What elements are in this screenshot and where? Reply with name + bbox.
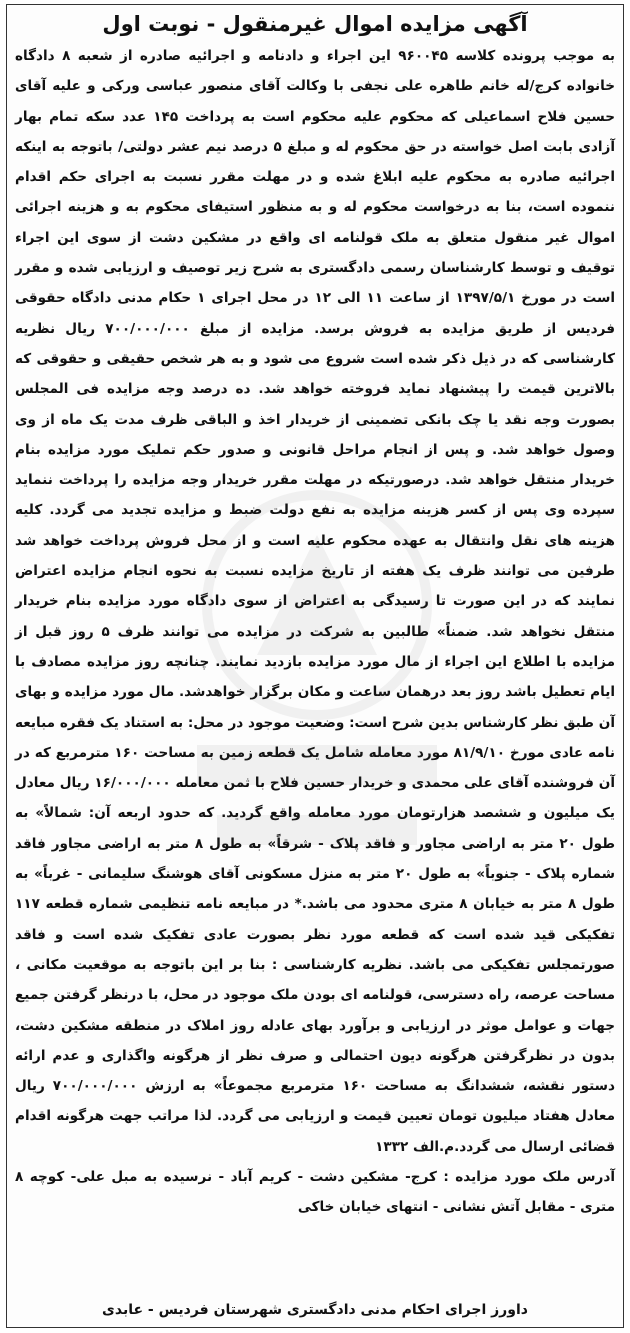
notice-title: آگهی مزایده اموال غیرمنقول - نوبت اول [102, 12, 528, 36]
property-address: آدرس ملک مورد مزایده : کرج- مشکین دشت - کریم آباد - نرسیده به مبل علی- کوچه ۸ متری - مقابل آتش نشانی - انتهای خیابان خاکی [15, 1168, 615, 1216]
notice-body [7, 41, 623, 1162]
notice-signature: داورز اجرای احکام مدنی دادگستری شهرستان فردیس - عابدی [102, 1302, 528, 1318]
notice-body-paragraph: به موجب پرونده کلاسه ۹۶۰۰۴۵ این اجراء و دادنامه و اجرائیه صادره از شعبه ۸ دادگاه خانواده کرج/له خانم طاهره علی نجفی با وکالت آقای منصور عباسی ورکی و علیه آقای حسین فلاح اسماعیلی که محکوم علیه محکوم است به پرداخت ۱۴۵ عدد سکه تمام بهار آزادی بابت اصل خواسته در حق محکوم له و مبلغ ۵ درصد نیم عشر دولتی/ باتوجه به اینکه اجرائیه صادره به محکوم علیه ابلاغ شده و در مهلت مقرر نسبت به اجرای حکم اقدام ننموده است، بنا به درخواست محکوم له و به منظور استیفای محکوم به و هزینه اجرائی اموال غیر منقول متعلق به ملک قولنامه ای واقع در مشکین دشت از سوی این اجراء توقیف و توسط کارشناسان رسمی دادگستری به شرح زیر توصیف و ارزیابی شده و مقرر است در مورخ ۱۳۹۷/۵/۱ از ساعت ۱۱ الی ۱۲ در محل اجرای ۱ حکام مدنی دادگاه حقوقی فردیس از طریق مزایده به فروش برسد. مزایده از مبلغ ۷۰۰/۰۰۰/۰۰۰ ریال نظریه کارشناسی که در ذیل ذکر شده است شروع می شود و به هر شخص حقیقی و حقوقی که بالاترین قیمت را پیشنهاد نماید فروخته خواهد شد. ده درصد وجه مزایده فی المجلس بصورت وجه نقد یا چک بانکی تضمینی از خریدار اخذ و الباقی ظرف مدت یک ماه از وی وصول خواهد شد. و پس از انجام مراحل قانونی و صدور حکم تملیک مورد مزایده بنام خریدار منتقل خواهد شد. درصورتیکه در مهلت مقرر خریدار وجه مزایده را پرداخت ننماید سپرده وی پس از کسر هزینه مزایده به نفع دولت ضبط و مزایده تجدید می گردد. کلیه هزینه های نقل وانتقال به عهده محکوم علیه است و از محل فروش پرداخت خواهد شد طرفین می توانند ظرف یک هفته از تاریخ مزایده نسبت به نحوه انجام مزایده اعتراض نمایند که در این صورت تا رسیدگی به اعتراض از سوی دادگاه مورد مزایده بنام خریدار منتقل نخواهد شد. ضمناً» طالبین به شرکت در مزایده می توانند ظرف ۵ روز قبل از مزایده با اطلاع این اجراء از مال مورد مزایده بازدید نمایند. چنانچه روز مزایده مصادف با ایام تعطیل باشد روز بعد درهمان ساعت و مکان برگزار خواهدشد. مال مورد مزایده و بهای آن طبق نظر کارشناس بدین شرح است: وضعیت موجود در محل: به استناد یک فقره مبایعه نامه عادی مورخ ۸۱/۹/۱۰ مورد معامله شامل یک قطعه زمین به مساحت ۱۶۰ مترمربع که در آن فروشنده آقای علی محمدی و خریدار حسین فلاح با ثمن معامله ۱۶/۰۰۰/۰۰۰ ریال معادل یک میلیون و ششصد هزارتومان مورد معامله واقع گردید. که حدود اربعه آن: شمالاً» به طول ۲۰ متر به اراضی مجاور و فاقد پلاک - شرقاً» به طول ۸ متر به اراضی مجاور فاقد شماره پلاک - جنوباً» به طول ۲۰ متر به منزل مسکونی آقای هوشنگ سلیمانی - غرباً» به طول ۸ متر به خیابان ۸ متری محدود می باشد.* در مبایعه نامه تنظیمی شماره قطعه ۱۱۷ تفکیکی قید شده است که قطعه مورد نظر بصورت عادی تفکیک شده است و فاقد صورتمجلس تفکیکی می باشد. نظریه کارشناسی : بنا بر این باتوجه به موقعیت مکانی ، مساحت عرصه، راه دسترسی، قولنامه ای بودن ملک موجود در محل، با درنظر گرفتن جمیع جهات و عوامل موثر در ارزیابی و برآورد بهای عادله روز املاک در منطقه مشکین دشت، بدون در نظرگرفتن هرگونه دیون احتمالی و صرف نظر از هرگونه واگذاری و عدم ارائه دستور نقشه، ششدانگ به مساحت ۱۶۰ مترمربع مجموعاً» به ارزش ۷۰۰/۰۰۰/۰۰۰ ریال معادل هفتاد میلیون تومان تعیین قیمت و ارزیابی می گردد. لذا مراتب جهت هرگونه اقدام قضائی ارسال می گردد.م.الف ۱۳۳۲ [15, 48, 616, 1155]
auction-notice [6, 4, 624, 1328]
